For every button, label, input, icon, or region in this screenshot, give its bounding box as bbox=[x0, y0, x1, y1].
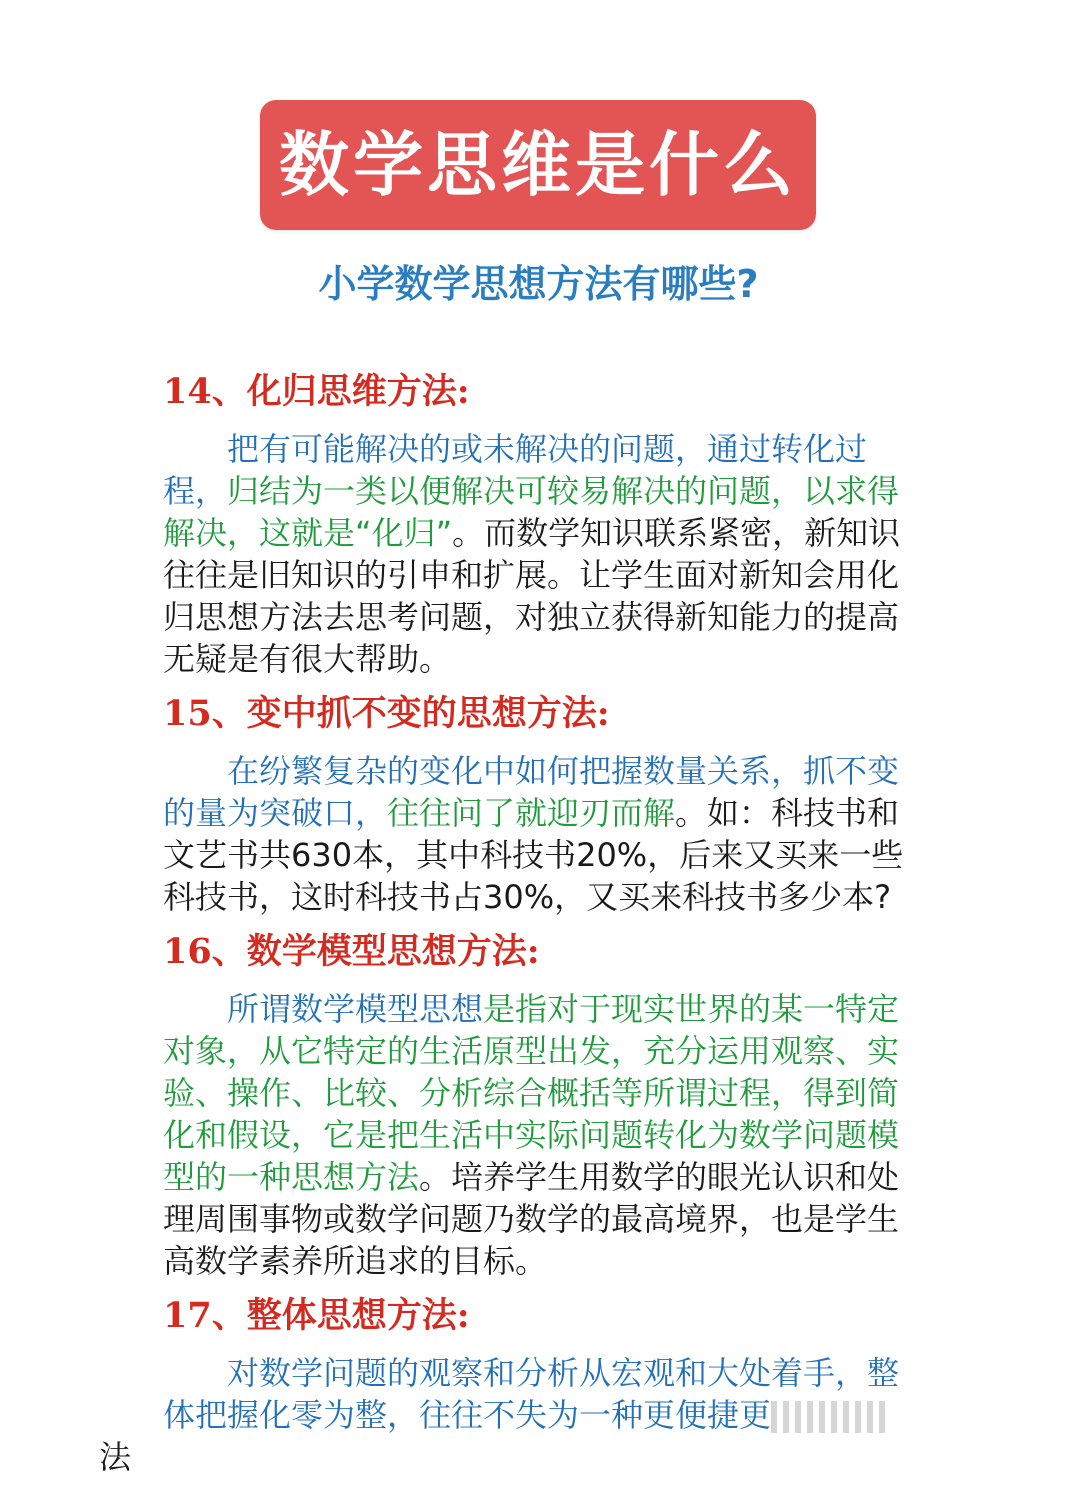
highlight-blue: 所谓数学模型思想 bbox=[227, 990, 484, 1028]
watermark-blur bbox=[771, 1401, 891, 1433]
section-title-17: 17、整体思想方法: bbox=[163, 1295, 470, 1336]
body-text: 。而数学知识联系紧密，新知识往往是旧知识的引申和扩展。让学生面对新知会用化归思想方法去思考问题，对独立获得新知能力的提高无疑是有很大帮助。 bbox=[163, 514, 901, 678]
title-banner bbox=[260, 100, 816, 230]
body-text: 。培养学生用数学的眼光认识和处理周围事物或数学问题乃数学的最高境界，也是学生高数学素养所追求的目标。 bbox=[163, 1158, 900, 1280]
section-title-15: 15、变中抓不变的思想方法: bbox=[163, 693, 610, 734]
section-body-16 bbox=[163, 988, 913, 1282]
body-text-tail: 法 bbox=[99, 1438, 132, 1476]
article-body bbox=[99, 368, 913, 1488]
section-body-17 bbox=[99, 1352, 913, 1478]
highlight-green: 是指对于现实世界的某一特定对象，从它特定的生活原型出发，充分运用观察、实验、操作、比较、分析综合概括等所谓过程，得到简化和假设，它是把生活中实际问题转化为数学问题模型的一种思想方法 bbox=[163, 990, 900, 1196]
section-body-14 bbox=[163, 428, 913, 680]
page-title: 数学思维是什么 bbox=[279, 124, 797, 206]
section-title-14: 14、化归思维方法: bbox=[163, 371, 470, 412]
highlight-blue: 在纷繁复杂的变化中如何把握数量关系，抓不变的量为突破口， bbox=[163, 752, 900, 832]
section-title-16: 16、数学模型思想方法: bbox=[163, 931, 540, 972]
highlight-blue: 对数学问题的观察和分析从宏观和大处着手，整体把握化零为整，往往不失为一种更便捷更 bbox=[163, 1354, 900, 1434]
highlight-blue: 把有可能解决的或未解决的问题，通过转化过程， bbox=[163, 430, 868, 510]
highlight-green: 归结为一类以便解决可较易解决的问题，以求得解决，这就是“化归” bbox=[163, 472, 900, 552]
page-subtitle: 小学数学思想方法有哪些? bbox=[318, 262, 759, 306]
highlight-green: 往往问了就迎刃而解 bbox=[387, 794, 676, 832]
section-body-15 bbox=[163, 750, 913, 918]
body-text: 。如：科技书和文艺书共630本，其中科技书20%，后来又买来一些科技书，这时科技书占30%，又买来科技书多少本? bbox=[163, 794, 904, 916]
